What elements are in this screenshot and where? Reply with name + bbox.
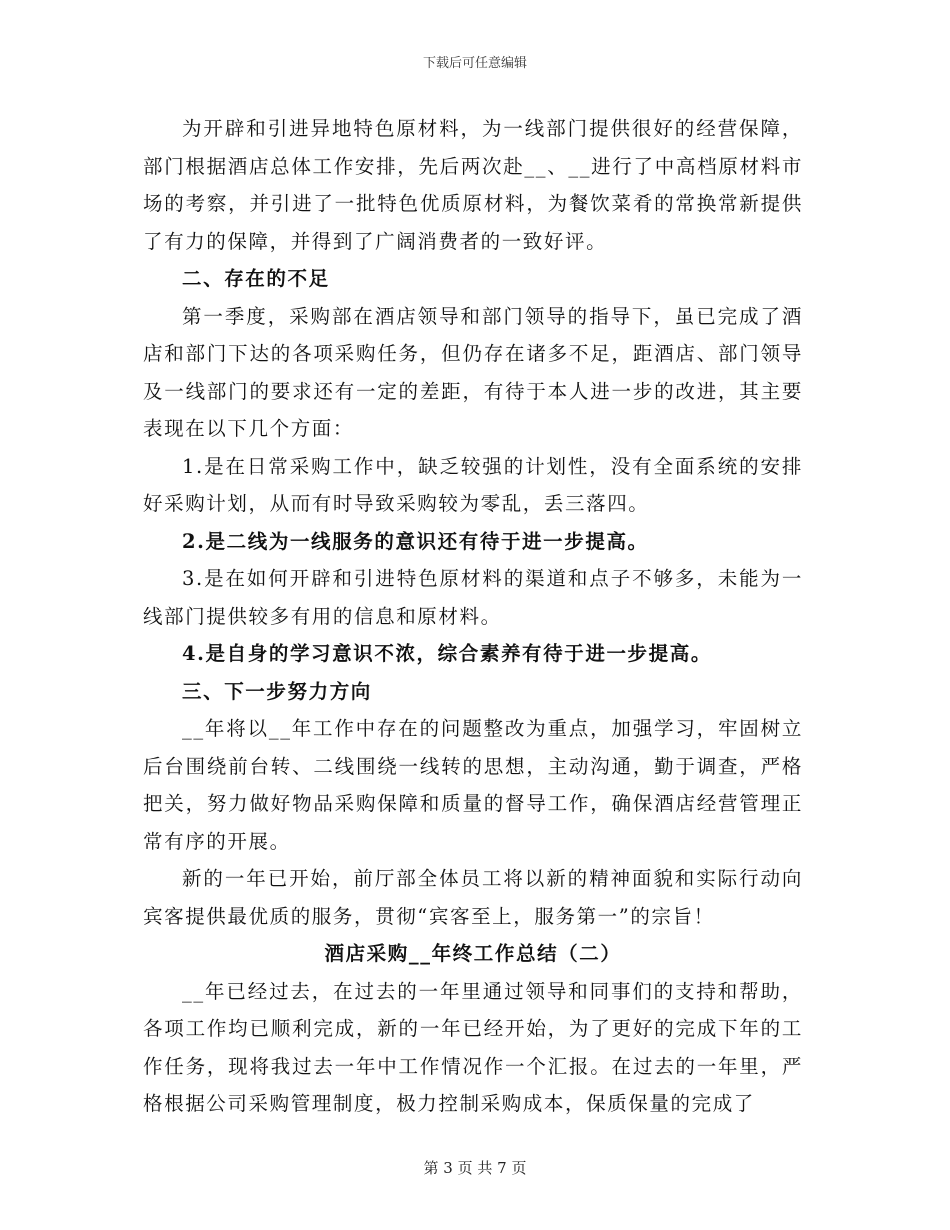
paragraph-next-year-plan: __年将以__年工作中存在的问题整改为重点，加强学习，牢固树立后台围绕前台转、二线围绕一线转的思想，主动沟通，勤于调查，严格把关，努力做好物品采购保障和质量的督导工作，确保酒店经营管理正常有序的开展。 (143, 717, 803, 853)
page-header: 下载后可任意编辑 (422, 56, 527, 71)
list-item-4: 4.是自身的学习意识不浓，综合素养有待于进一步提高。 (182, 642, 712, 665)
list-item-1: 1.是在日常采购工作中，缺乏较强的计划性，没有全面系统的安排好采购计划，从而有时导致采购较为零乱，丢三落四。 (143, 454, 803, 515)
document-title-part-two: 酒店采购__年终工作总结（二） (324, 942, 622, 965)
paragraph-first-quarter: 第一季度，采购部在酒店领导和部门领导的指导下，虽已完成了酒店和部门下达的各项采购任务，但仍存在诸多不足，距酒店、部门领导及一线部门的要求还有一定的差距，有待于本人进一步的改进，其主要表现在以下几个方面： (143, 304, 803, 440)
section-heading-next-steps: 三、下一步努力方向 (182, 679, 372, 703)
paragraph-sourcing-trips: 为开辟和引进异地特色原材料，为一线部门提供很好的经营保障，部门根据酒店总体工作安排，先后两次赴__、__进行了中高档原材料市场的考察，并引进了一批特色优质原材料，为餐饮菜肴的常换常新提供了有力的保障，并得到了广阔消费者的一致好评。 (143, 117, 803, 253)
list-item-2: 2.是二线为一线服务的意识还有待于进一步提高。 (182, 529, 649, 553)
paragraph-year-review: __年已经过去，在过去的一年里通过领导和同事们的支持和帮助，各项工作均已顺利完成，新的一年已经开始，为了更好的完成下年的工作任务，现将我过去一年中工作情况作一个汇报。在过去的一年里，严格根据公司采购管理制度，极力控制采购成本，保质保量的完成了 (143, 979, 803, 1115)
paragraph-new-year: 新的一年已开始，前厅部全体员工将以新的精神面貌和实际行动向宾客提供最优质的服务，贯彻“宾客至上，服务第一”的宗旨！ (143, 867, 803, 928)
page-footer: 第 3 页 共 7 页 (423, 1159, 527, 1177)
section-heading-shortcomings: 二、存在的不足 (182, 267, 330, 290)
document-body (143, 110, 803, 1123)
list-item-3: 3.是在如何开辟和引进特色原材料的渠道和点子不够多，未能为一线部门提供较多有用的信息和原材料。 (143, 567, 803, 628)
